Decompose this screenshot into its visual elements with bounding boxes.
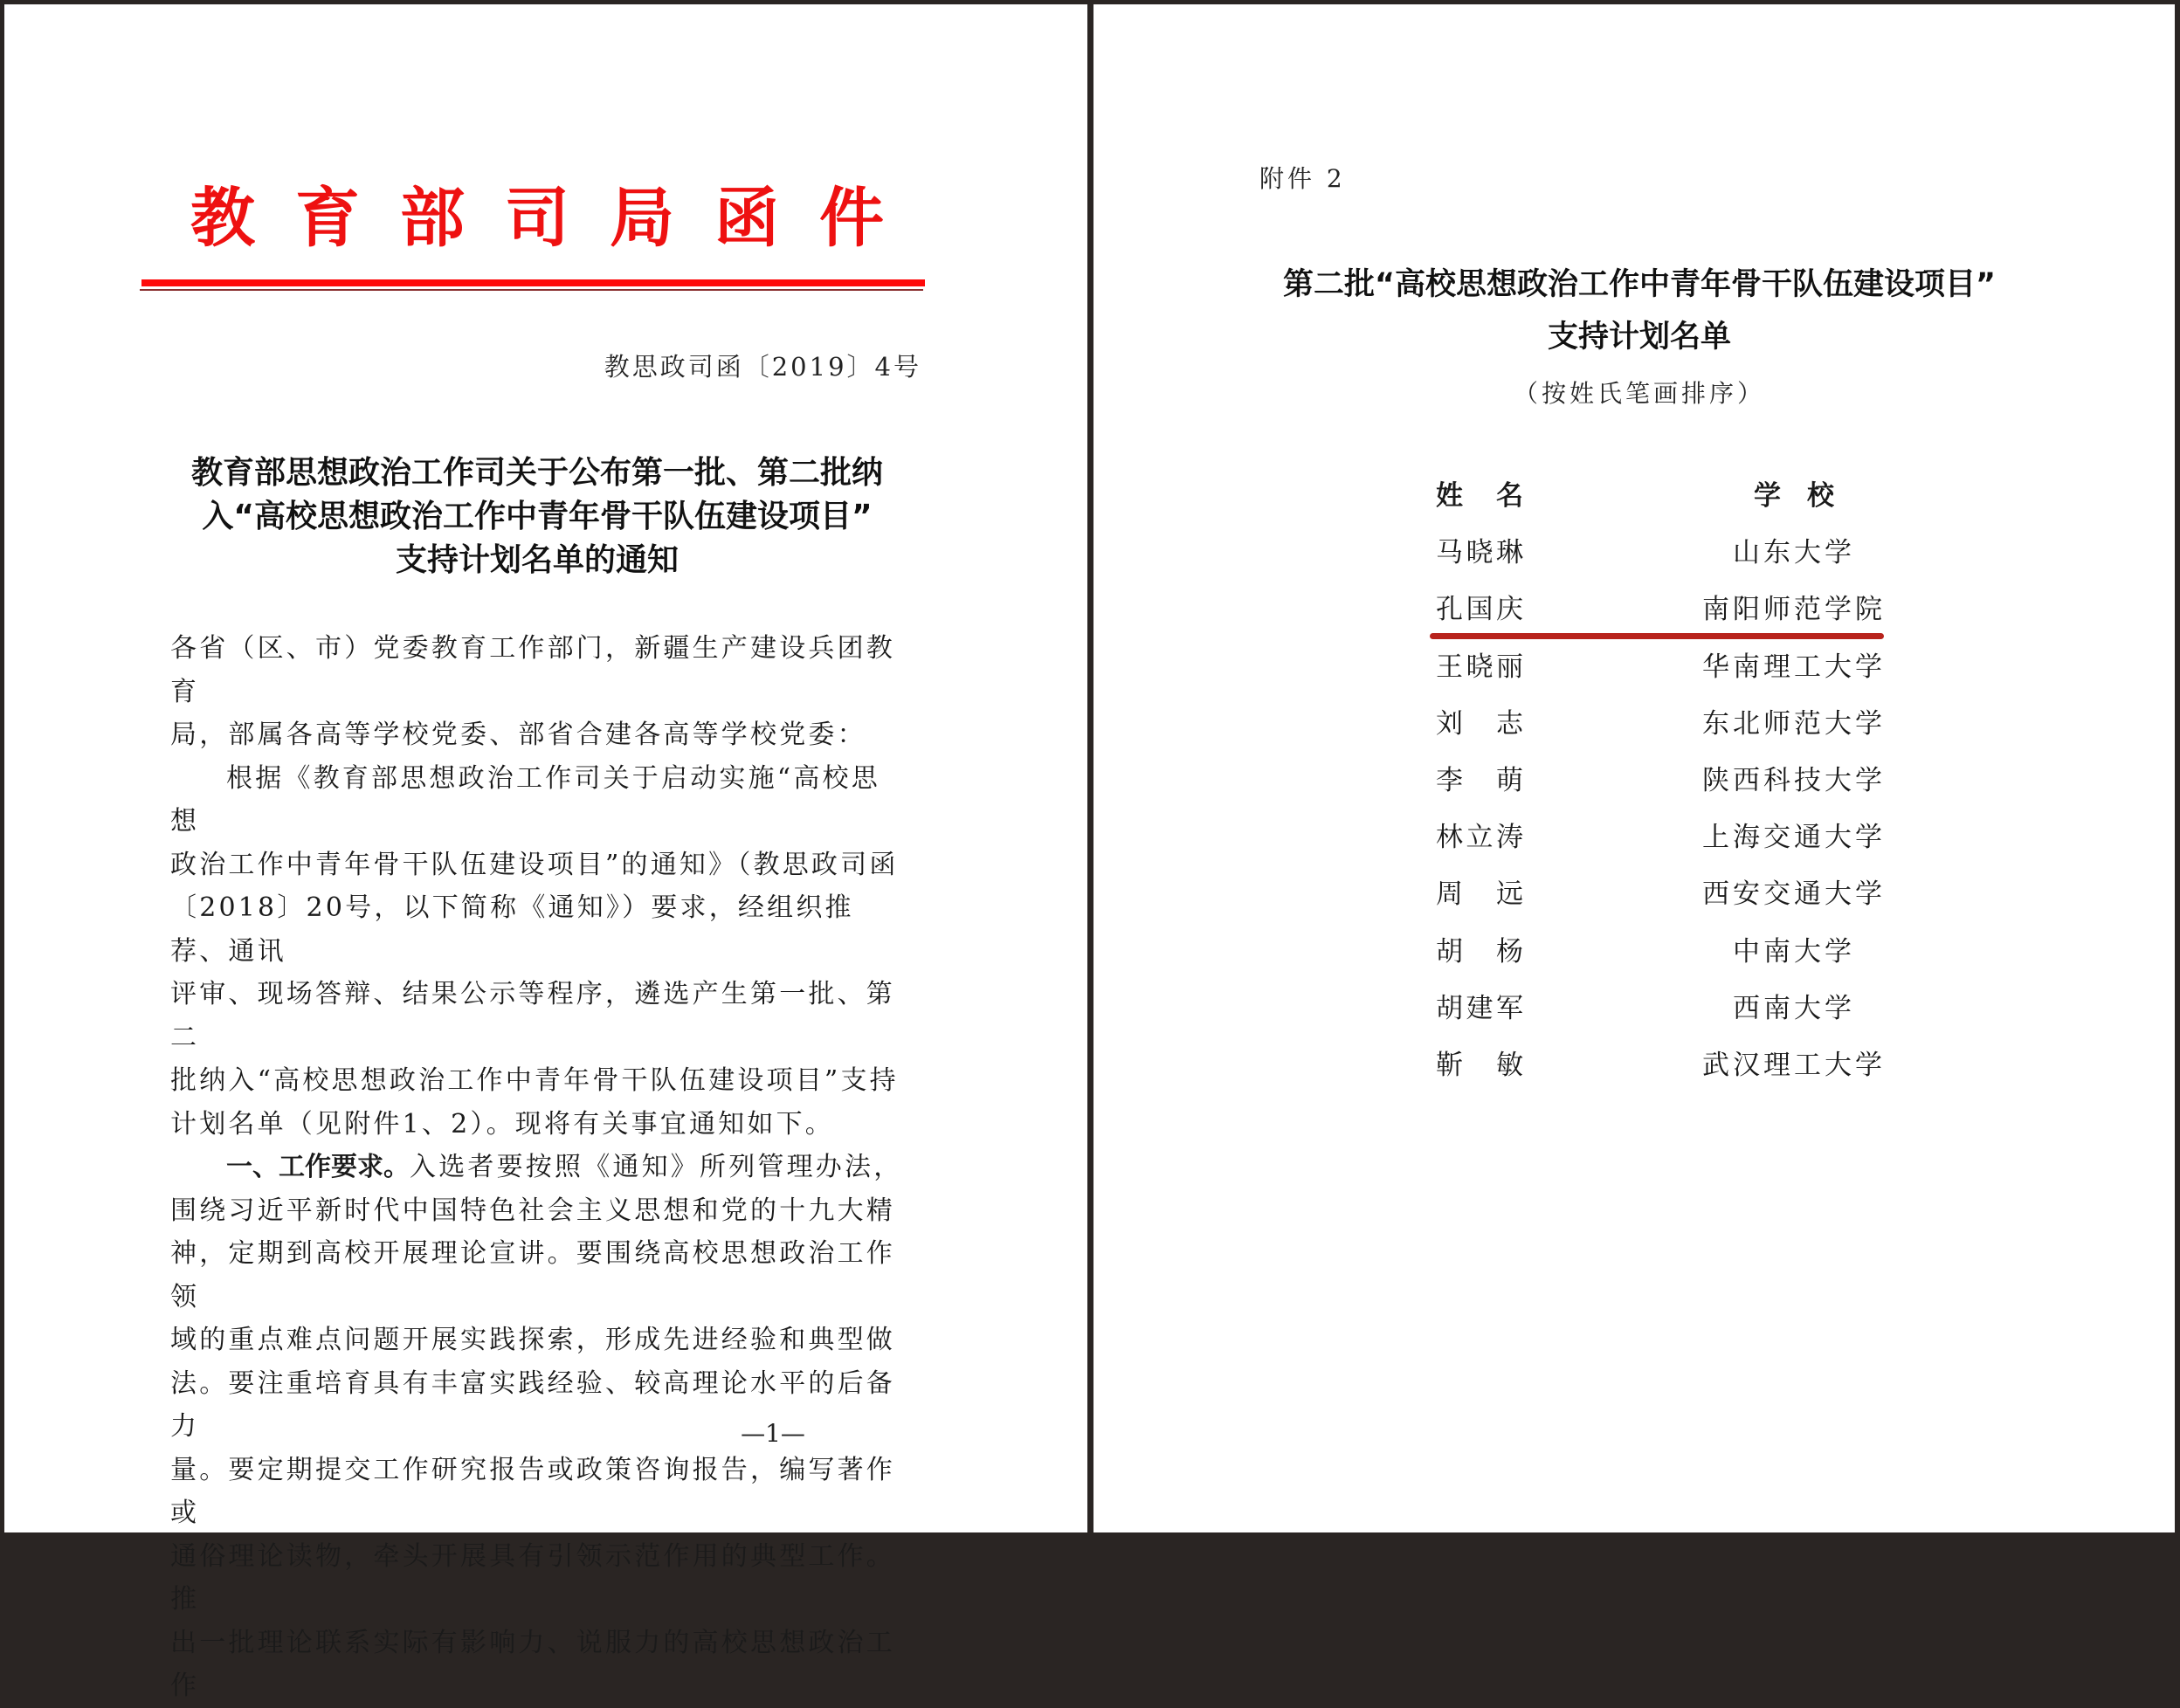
title-line: 支持计划名单的通知 [395,542,679,578]
table-row [1436,647,1925,704]
title-line: 支持计划名单 [1547,320,1731,355]
table-row [1436,932,1925,988]
paragraph-line: 根据《教育部思想政治工作司关于启动实施“高校思想 [170,762,880,837]
paragraph-line: 量。要定期提交工作研究报告或政策咨询报告，编写著作或 [170,1454,895,1528]
document-number: 教思政司函〔2019〕4号 [604,352,921,382]
person-name: 胡 杨 [1436,935,1523,968]
page-left [4,4,1087,1701]
person-name: 刘 志 [1436,707,1523,740]
school-name: 西安交通大学 [1702,878,1886,911]
paragraph-line: 法。要注重培育具有丰富实践经验、较高理论水平的后备力 [170,1367,895,1442]
table-header-row [1436,476,1925,533]
school-name: 陕西科技大学 [1702,764,1886,796]
school-name: 中南大学 [1733,935,1855,968]
table-row [1436,704,1925,761]
page-number: —1— [741,1419,805,1448]
letterhead-rule-thick [141,279,925,286]
school-name: 南阳师范学院 [1702,594,1886,626]
person-name: 李 萌 [1436,764,1523,796]
paragraph-line: 围绕习近平新时代中国特色社会主义思想和党的十九大精 [170,1195,895,1226]
paragraph-line: 批纳入“高校思想政治工作中青年骨干队伍建设项目”支持 [170,1065,899,1096]
paragraph-line: 域的重点难点问题开展实践探索，形成先进经验和典型做 [170,1325,895,1355]
person-name: 胡 建 军 [1436,992,1523,1024]
paragraph-line: 神，定期到高校开展理论宣讲。要围绕高校思想政治工作领 [170,1238,895,1312]
letterhead-title: 教育部司局函件 [190,181,924,256]
title-line: 入“高校思想政治工作中青年骨干队伍建设项目” [202,499,873,534]
table-row [1436,988,1925,1045]
table-row [1436,817,1925,874]
school-name: 山东大学 [1733,537,1855,569]
red-highlight-underline [1430,633,1884,639]
header-name: 姓 名 [1436,480,1523,512]
section-heading: 一、工作要求。 [226,1152,410,1182]
person-name: 王 晓 丽 [1436,651,1523,683]
person-name: 孔 国 庆 [1436,594,1523,626]
school-name: 西南大学 [1733,992,1855,1024]
list-subtitle: （按姓氏笔画排序） [1513,379,1765,408]
school-name: 上海交通大学 [1702,822,1886,854]
paragraph-line: 〔2018〕20号，以下简称《通知》）要求，经组织推荐、通讯 [170,892,854,967]
salutation-line: 局，部属各高等学校党委、部省合建各高等学校党委： [170,720,866,750]
section-text: 入选者要按照《通知》所列管理办法， [410,1152,903,1182]
school-name: 武汉理工大学 [1702,1049,1886,1081]
title-line: 教育部思想政治工作司关于公布第一批、第二批纳 [190,455,883,491]
paragraph-line: 评审、现场答辩、结果公示等程序，遴选产生第一批、第二 [170,979,895,1053]
school-name: 东北师范大学 [1702,707,1886,740]
document-title [153,451,921,582]
paragraph-line: 出一批理论联系实际有影响力、说服力的高校思想政治工作 [170,1627,895,1701]
person-name: 周 远 [1436,878,1523,911]
table-row [1436,1045,1925,1102]
attachment-label: 附件 2 [1259,164,1346,193]
paragraph-line: 计划名单（见附件1、2）。现将有关事宜通知如下。 [170,1108,834,1140]
title-line: 第二批“高校思想政治工作中青年骨干队伍建设项目” [1282,267,1996,302]
roster-table [1436,476,1925,1102]
list-title [1225,258,2054,363]
person-name: 马 晓 琳 [1436,537,1523,569]
school-name: 华南理工大学 [1702,651,1886,683]
person-name: 林 立 涛 [1436,822,1523,854]
person-name: 靳 敏 [1436,1049,1523,1081]
table-row [1436,874,1925,931]
paragraph-line: 通俗理论读物，牵头开展具有引领示范作用的典型工作。推 [170,1540,895,1615]
paragraph-line: 政治工作中青年骨干队伍建设项目”的通知》（教思政司函 [170,849,899,880]
letterhead-rule-thin [140,289,923,291]
header-school: 学校 [1754,480,1860,512]
page-right [1093,4,2175,1532]
document-body [170,627,904,1708]
salutation-line: 各省（区、市）党委教育工作部门，新疆生产建设兵团教育 [170,633,895,707]
table-row [1436,761,1925,817]
section-first-line [170,1146,904,1189]
table-row [1436,533,1925,589]
